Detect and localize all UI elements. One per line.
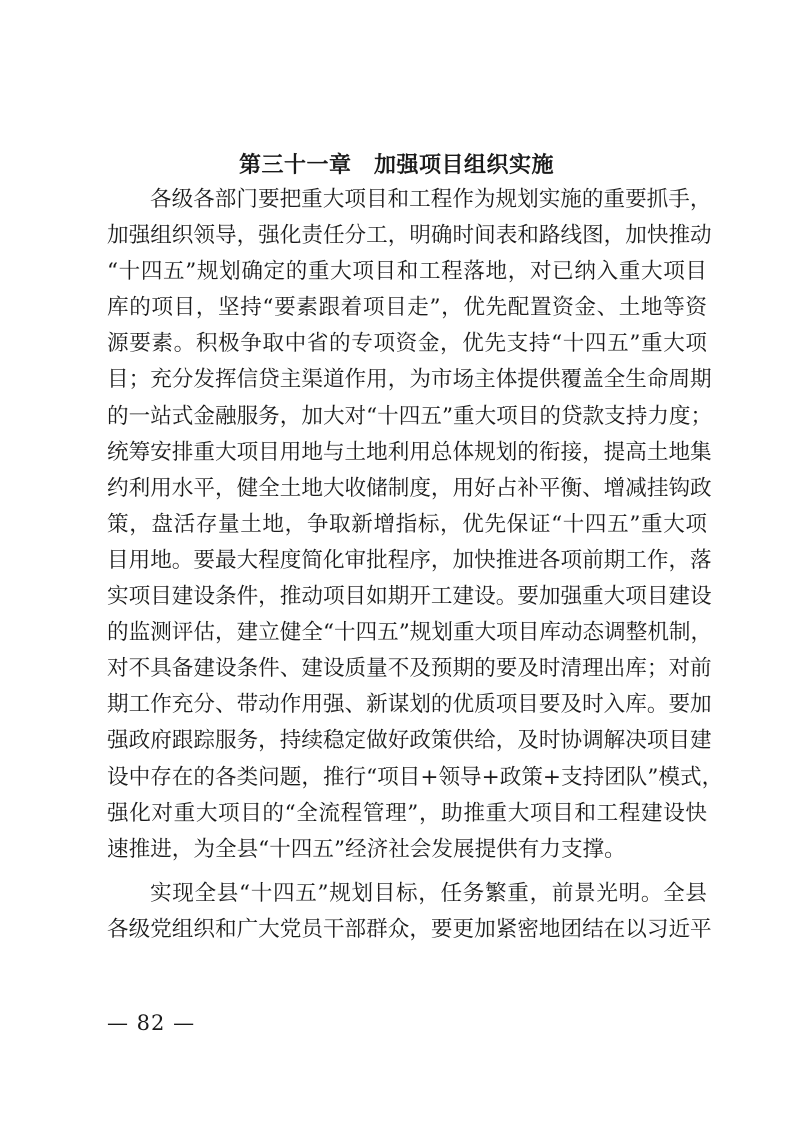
paragraph-1-line: 的一站式金融服务，加大对“十四五”重大项目的贷款支持力度； — [107, 403, 713, 429]
paragraph-1-line: 设中存在的各类问题，推行“项目+领导+政策+支持团队”模式， — [107, 764, 724, 790]
chapter-title: 第三十一章 加强项目组织实施 — [238, 153, 554, 178]
paragraph-1-line: 目用地。要最大程度简化审批程序，加快推进各项前期工作，落 — [107, 547, 712, 573]
paragraph-1-line: “十四五”规划确定的重大项目和工程落地，对已纳入重大项目 — [107, 259, 707, 285]
paragraph-1-line: 对不具备建设条件、建设质量不及预期的要及时清理出库；对前 — [107, 656, 712, 682]
paragraph-1-line: 实项目建设条件，推动项目如期开工建设。要加强重大项目建设 — [107, 584, 712, 610]
paragraph-1-line: 的监测评估，建立健全“十四五”规划重大项目库动态调整机制， — [107, 620, 713, 646]
paragraph-1-line: 速推进，为全县“十四五”经济社会发展提供有力支撑。 — [107, 836, 626, 862]
page-number: — 82 — — [107, 1011, 196, 1035]
paragraph-1-line: 策，盘活存量土地，争取新增指标，优先保证“十四五”重大项 — [107, 511, 707, 537]
paragraph-1-line: 加强组织领导，强化责任分工，明确时间表和路线图，加快推动 — [107, 223, 712, 249]
paragraph-1-line: 强政府跟踪服务，持续稳定做好政策供给，及时协调解决项目建 — [107, 728, 712, 754]
paragraph-1-line: 约利用水平，健全土地大收储制度，用好占补平衡、增减挂钩政 — [107, 475, 712, 501]
paragraph-2-line: 实现全县“十四五”规划目标，任务繁重，前景光明。全县 — [150, 880, 707, 906]
paragraph-1-line: 各级各部门要把重大项目和工程作为规划实施的重要抓手， — [150, 187, 712, 212]
body-text — [107, 182, 724, 948]
paragraph-1-line: 库的项目，坚持“要素跟着项目走”，优先配置资金、土地等资 — [107, 295, 707, 321]
paragraph-1-line: 统筹安排重大项目用地与土地利用总体规划的衔接，提高土地集 — [107, 439, 712, 465]
paragraph-2-line: 各级党组织和广大党员干部群众，要更加紧密地团结在以习近平 — [107, 916, 712, 942]
paragraph-1-line: 源要素。积极争取中省的专项资金，优先支持“十四五”重大项 — [107, 331, 707, 357]
paragraph-1-line: 目；充分发挥信贷主渠道作用，为市场主体提供覆盖全生命周期 — [107, 367, 712, 393]
paragraph-1-line: 强化对重大项目的“全流程管理”，助推重大项目和工程建设快 — [107, 800, 707, 826]
paragraph-1-line: 期工作充分、带动作用强、新谋划的优质项目要及时入库。要加 — [107, 692, 712, 718]
